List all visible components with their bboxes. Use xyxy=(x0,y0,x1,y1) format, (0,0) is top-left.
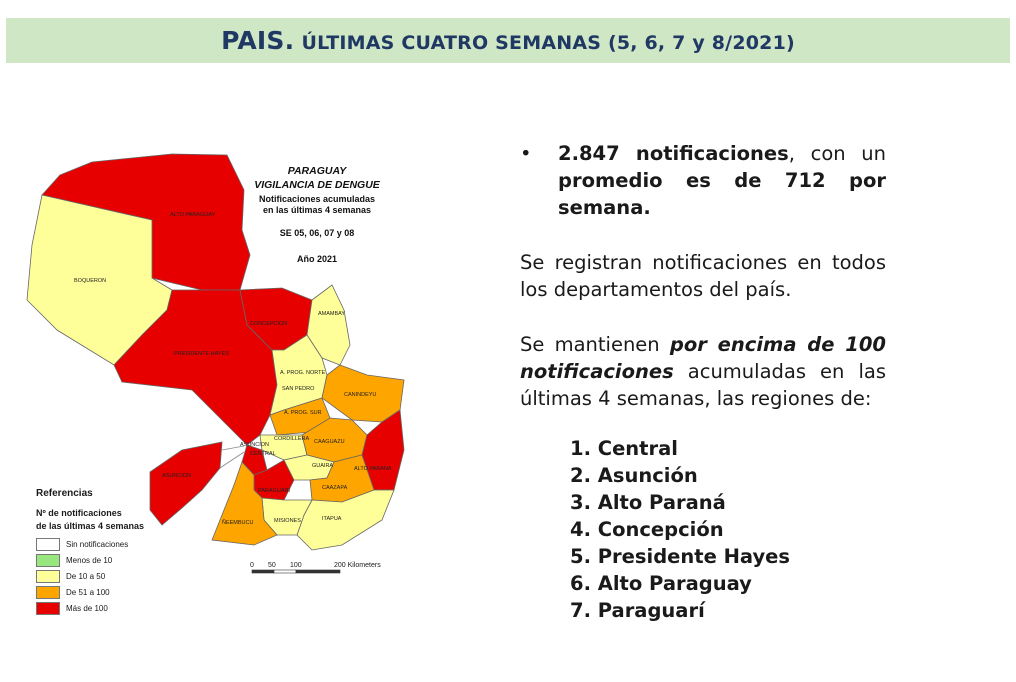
header-banner xyxy=(6,18,1010,63)
list-item: 5. Presidente Hayes xyxy=(570,545,791,568)
legend-item xyxy=(36,584,144,600)
label-paraguari: PARAGUARI xyxy=(258,488,290,494)
map-subtitle-line2: en las últimas 4 semanas xyxy=(262,205,372,215)
label-asuncion-inset: ASUNCION xyxy=(162,473,192,479)
label-boqueron: BOQUERON xyxy=(74,278,107,284)
legend-swatch xyxy=(36,570,60,583)
label-misiones: MISIONES xyxy=(274,518,301,524)
legend-title: Referencias xyxy=(36,488,93,499)
above-100-emphasis: por encima de 100 notificaciones xyxy=(520,333,886,383)
legend-swatch xyxy=(36,554,60,567)
label-canindeyu: CANINDEYU xyxy=(344,392,377,398)
title-main: PAIS. xyxy=(221,26,295,55)
above-100-end: acumuladas en las últimas 4 semanas, las regiones de: xyxy=(520,360,886,410)
scale-bar xyxy=(252,570,340,573)
legend-item xyxy=(36,568,144,584)
scale-tick-50: 50 xyxy=(268,562,276,569)
label-central: CENTRAL xyxy=(250,451,276,457)
map-title-block xyxy=(237,164,397,264)
legend-subtitle-line2: de las últimas 4 semanas xyxy=(36,521,145,531)
legend-item xyxy=(36,552,144,568)
bullet-dot: • xyxy=(520,142,532,165)
region-asuncion-inset xyxy=(150,442,222,525)
dengue-map xyxy=(22,150,442,630)
label-a-prog-norte: A. PROG. NORTE xyxy=(280,370,326,376)
bullet-mid: , con un xyxy=(788,142,887,165)
legend-item xyxy=(36,600,144,616)
list-item: 1. Central xyxy=(570,437,678,460)
legend-swatch xyxy=(36,586,60,599)
legend-subtitle xyxy=(36,507,144,533)
above-100-text xyxy=(520,331,886,412)
label-amambay: AMAMBAY xyxy=(318,311,346,317)
above-100-start: Se mantienen xyxy=(520,333,670,356)
label-guaira: GUAIRA xyxy=(312,463,334,469)
legend-item xyxy=(36,536,144,552)
map-legend xyxy=(36,488,144,616)
bullet-text xyxy=(558,140,886,221)
scale-tick-200: 200 Kilometers xyxy=(334,562,381,569)
label-alto-parana: ALTO PARANA xyxy=(354,466,392,472)
legend-label: De 51 a 100 xyxy=(66,587,110,597)
legend-label: De 10 a 50 xyxy=(66,571,106,581)
page-title xyxy=(221,26,795,55)
all-departments-text: Se registran notificaciones en todos los departamentos del país. xyxy=(520,251,886,301)
label-asuncion: ASUNCION xyxy=(240,442,270,448)
total-notifications: 2.847 notificaciones xyxy=(558,142,789,165)
label-caazapa: CAAZAPA xyxy=(322,485,348,491)
scale-tick-100: 100 xyxy=(290,562,302,569)
map-title-line1: PARAGUAY xyxy=(287,165,347,177)
legend-label: Menos de 10 xyxy=(66,555,113,565)
list-item: 6. Alto Paraguay xyxy=(570,572,752,595)
label-caaguazu: CAAGUAZU xyxy=(314,439,345,445)
label-neembucu: ÑEEMBUCU xyxy=(222,520,254,526)
summary-bullet xyxy=(520,140,886,221)
list-item: 4. Concepción xyxy=(570,518,724,541)
weekly-average: promedio es de 712 por semana. xyxy=(558,169,886,219)
list-item: 3. Alto Paraná xyxy=(570,491,726,514)
legend-label: Sin notificaciones xyxy=(66,539,129,549)
label-itapua: ITAPUA xyxy=(322,516,342,522)
label-presidente-hayes: PRESIDENTE HAYES xyxy=(174,351,229,357)
map-title-line2: VIGILANCIA DE DENGUE xyxy=(254,179,380,191)
map-subtitle-line1: Notificaciones acumuladas xyxy=(258,194,376,204)
label-san-pedro: SAN PEDRO xyxy=(282,386,315,392)
summary-panel xyxy=(520,140,886,412)
label-a-prog-sur: A. PROG. SUR xyxy=(284,410,322,416)
label-concepcion: CONCEPCION xyxy=(250,321,288,327)
scale-tick-0: 0 xyxy=(250,562,254,569)
map-year: Año 2021 xyxy=(296,254,338,264)
list-item: 7. Paraguarí xyxy=(570,599,705,622)
ranking-list xyxy=(570,435,790,624)
legend-swatch xyxy=(36,602,60,615)
list-item: 2. Asunción xyxy=(570,464,698,487)
legend-swatch xyxy=(36,538,60,551)
legend-subtitle-line1: Nº de notificaciones xyxy=(36,508,122,518)
label-cordillera: CORDILLERA xyxy=(274,436,310,442)
map-weeks: SE 05, 06, 07 y 08 xyxy=(279,228,355,238)
legend-label: Más de 100 xyxy=(66,603,108,613)
label-alto-paraguay: ALTO PARAGUAY xyxy=(170,212,216,218)
title-rest: ÚLTIMAS CUATRO SEMANAS (5, 6, 7 y 8/2021) xyxy=(301,32,795,54)
